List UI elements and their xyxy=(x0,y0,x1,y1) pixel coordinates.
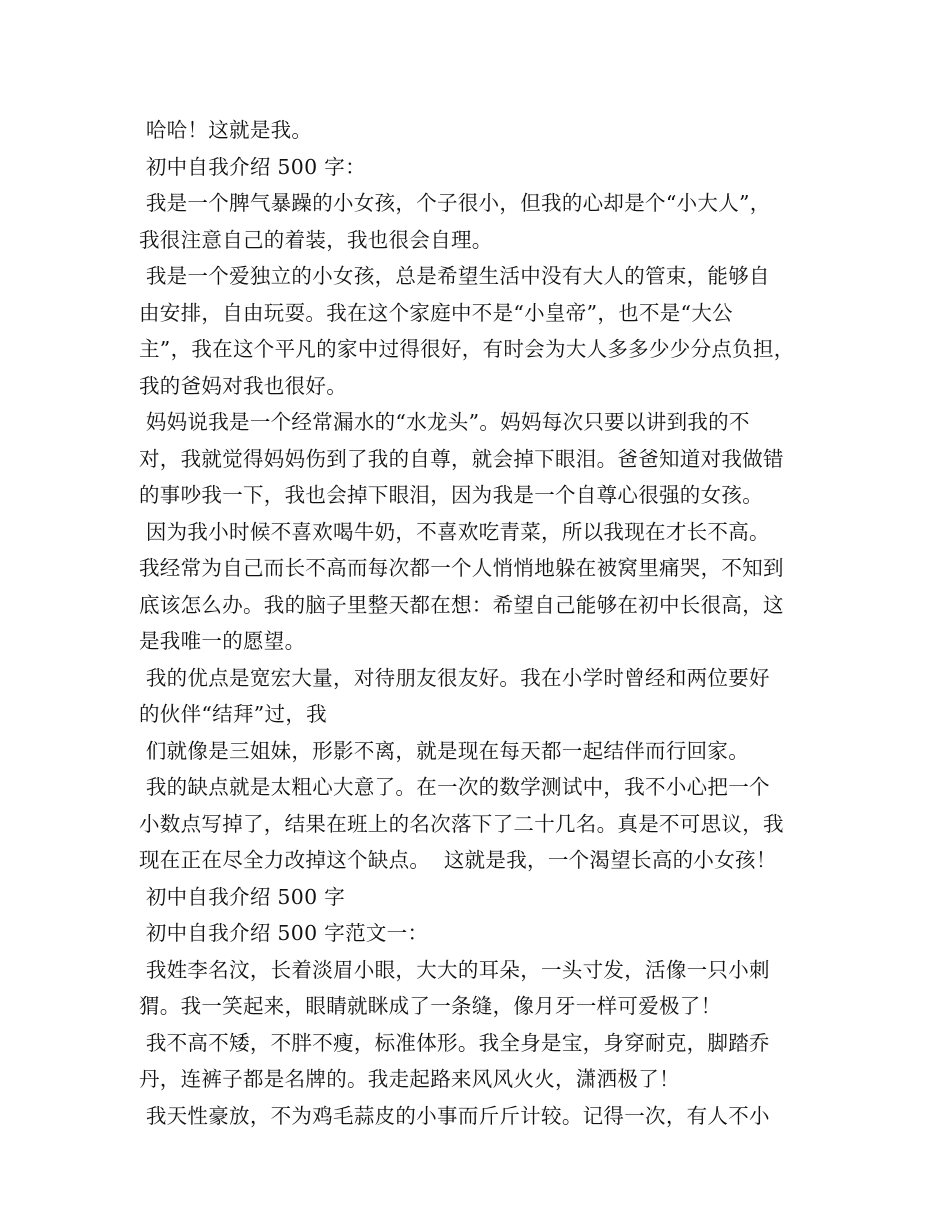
text-line: 初中自我介绍 500 字范文一： xyxy=(139,921,429,945)
text-line: 底该怎么办。我的脑子里整天都在想：希望自己能够在初中长很高，这 xyxy=(139,592,784,617)
text-line: 我的缺点就是太粗心大意了。在一次的数学测试中，我不小心把一个 xyxy=(139,775,770,799)
text-line: 对，我就觉得妈妈伤到了我的自尊，就会掉下眼泪。爸爸知道对我做错 xyxy=(139,446,784,471)
text-line: 们就像是三姐妹，形影不离，就是现在每天都一起结伴而行回家。 xyxy=(139,738,750,763)
text-line: 主”，我在这个平凡的家中过得很好，有时会为大人多多少少分点负担， xyxy=(139,337,795,361)
text-line: 小数点写掉了，结果在班上的名次落下了二十几名。真是不可思议，我 xyxy=(139,811,784,836)
text-line: 初中自我介绍 500 字： xyxy=(139,154,366,179)
text-line: 妈妈说我是一个经常漏水的“水龙头”。妈妈每次只要以讲到我的不 xyxy=(139,410,750,434)
text-line: 的事吵我一下，我也会掉下眼泪，因为我是一个自尊心很强的女孩。 xyxy=(139,483,763,507)
text-line: 现在正在尽全力改掉这个缺点。 这就是我，一个渴望长高的小女孩！ xyxy=(139,848,777,872)
text-line: 是我唯一的愿望。 xyxy=(139,629,306,653)
text-line: 我姓李名汶，长着淡眉小眼，大大的耳朵，一头寸发，活像一只小刺 xyxy=(139,957,770,982)
text-line: 初中自我介绍 500 字 xyxy=(139,884,346,909)
text-line: 猬。我一笑起来，眼睛就眯成了一条缝，像月牙一样可爱极了！ xyxy=(139,994,722,1018)
text-line: 哈哈！这就是我。 xyxy=(139,118,313,142)
text-line: 因为我小时候不喜欢喝牛奶，不喜欢吃青菜，所以我现在才长不高。 xyxy=(139,519,770,544)
text-line: 的伙伴“结拜”过，我 xyxy=(139,702,327,726)
text-line: 我天性豪放，不为鸡毛蒜皮的小事而斤斤计较。记得一次，有人不小 xyxy=(139,1103,770,1128)
text-line: 我很注意自己的着装，我也很会自理。 xyxy=(139,227,493,252)
document-body xyxy=(139,112,829,1134)
text-line: 我是一个爱独立的小女孩，总是希望生活中没有大人的管束，能够自 xyxy=(139,264,770,288)
text-line: 我是一个脾气暴躁的小女孩，个子很小，但我的心却是个“小大人”， xyxy=(139,191,771,215)
text-line: 由安排，自由玩耍。我在这个家庭中不是“小皇帝”，也不是“大公 xyxy=(139,300,733,325)
text-line: 丹，连裤子都是名牌的。我走起路来风风火火，潇洒极了！ xyxy=(139,1067,680,1091)
text-line: 我的优点是宽宏大量，对待朋友很友好。我在小学时曾经和两位要好 xyxy=(139,665,770,690)
text-line: 我的爸妈对我也很好。 xyxy=(139,373,347,398)
text-line: 我经常为自己而长不高而每次都一个人悄悄地躲在被窝里痛哭，不知到 xyxy=(139,556,784,580)
text-line: 我不高不矮，不胖不瘦，标准体形。我全身是宝，身穿耐克，脚踏乔 xyxy=(139,1030,770,1055)
